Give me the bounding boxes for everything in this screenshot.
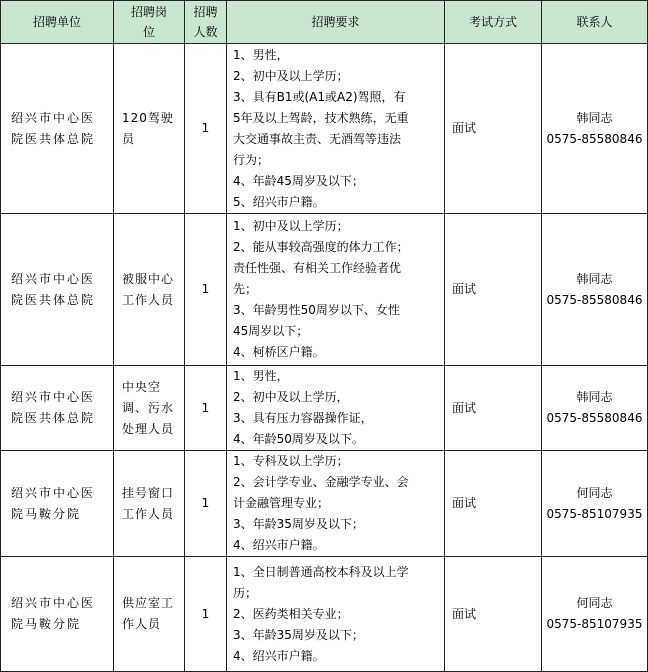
cell-count: 1 bbox=[185, 214, 227, 366]
requirement-line: 2、能从事较高强度的体力工作； bbox=[233, 240, 409, 254]
table-row bbox=[1, 451, 648, 557]
cell-position: 120驾驶员 bbox=[114, 44, 185, 214]
header-position: 招聘岗位 bbox=[114, 1, 185, 44]
cell-exam: 面试 bbox=[445, 366, 542, 451]
requirement-line: 3、具有压力容器操作证， bbox=[233, 411, 373, 425]
cell-requirements bbox=[227, 44, 445, 214]
contact-name: 何同志 bbox=[576, 596, 613, 610]
header-count: 招聘人数 bbox=[185, 1, 227, 44]
requirement-line: 先； bbox=[233, 282, 258, 296]
header-contact: 联系人 bbox=[542, 1, 648, 44]
requirement-line: 4、绍兴市户籍。 bbox=[233, 648, 325, 663]
requirement-line: 4、柯桥区户籍。 bbox=[233, 345, 325, 359]
requirement-line: 3、年龄男性50周岁以下、女性 bbox=[233, 303, 400, 317]
cell-contact bbox=[542, 214, 648, 366]
cell-position: 中央空调、污水处理人员 bbox=[114, 366, 185, 451]
requirement-line: 2、会计学专业、金融学专业、会 bbox=[233, 475, 409, 489]
requirement-line: 大交通事故主责、无酒驾等违法 bbox=[233, 131, 402, 146]
contact-phone: 0575-85580846 bbox=[546, 131, 643, 146]
cell-exam: 面试 bbox=[445, 44, 542, 214]
cell-count: 1 bbox=[185, 44, 227, 214]
table-row bbox=[1, 214, 648, 366]
contact-phone: 0575-85580846 bbox=[546, 411, 643, 425]
requirement-line: 1、专科及以上学历； bbox=[233, 454, 349, 468]
cell-contact bbox=[542, 557, 648, 672]
requirement-line: 历； bbox=[233, 585, 258, 600]
cell-position: 被服中心工作人员 bbox=[114, 214, 185, 366]
contact-name: 何同志 bbox=[576, 485, 613, 500]
header-unit: 招聘单位 bbox=[1, 1, 114, 44]
cell-exam: 面试 bbox=[445, 214, 542, 366]
requirement-line: 5年及以上驾龄，技术熟练，无重 bbox=[233, 110, 409, 125]
cell-contact bbox=[542, 451, 648, 557]
header-exam: 考试方式 bbox=[445, 1, 542, 44]
cell-position: 挂号窗口工作人员 bbox=[114, 451, 185, 557]
cell-count: 1 bbox=[185, 366, 227, 451]
contact-phone: 0575-85107935 bbox=[546, 506, 643, 521]
cell-requirements bbox=[227, 451, 445, 557]
requirement-line: 3、年龄35周岁及以下； bbox=[233, 627, 364, 642]
requirement-line: 45周岁以下； bbox=[233, 324, 309, 338]
cell-requirements bbox=[227, 366, 445, 451]
requirement-line: 2、初中及以上学历； bbox=[233, 68, 349, 83]
contact-phone: 0575-85107935 bbox=[546, 617, 643, 631]
contact-name: 韩同志 bbox=[576, 390, 613, 404]
requirement-line: 计金融管理专业； bbox=[233, 496, 330, 510]
cell-unit: 绍兴市中心医院医共体总院 bbox=[1, 214, 114, 366]
requirement-line: 4、年龄45周岁及以下； bbox=[233, 173, 364, 188]
table-row bbox=[1, 44, 648, 214]
cell-unit: 绍兴市中心医院马鞍分院 bbox=[1, 557, 114, 672]
contact-name: 韩同志 bbox=[576, 110, 613, 125]
cell-contact bbox=[542, 366, 648, 451]
requirement-line: 4、绍兴市户籍。 bbox=[233, 538, 325, 552]
table-row bbox=[1, 557, 648, 672]
requirement-line: 责任性强、有相关工作经验者优 bbox=[233, 261, 402, 275]
cell-unit: 绍兴市中心医院医共体总院 bbox=[1, 44, 114, 214]
requirement-line: 3、年龄35周岁及以下； bbox=[233, 517, 364, 531]
cell-count: 1 bbox=[185, 557, 227, 672]
contact-phone: 0575-85580846 bbox=[546, 292, 643, 307]
requirement-line: 1、男性， bbox=[233, 47, 289, 62]
cell-exam: 面试 bbox=[445, 557, 542, 672]
cell-contact bbox=[542, 44, 648, 214]
requirement-line: 1、初中及以上学历； bbox=[233, 219, 349, 233]
requirement-line: 1、全日制普通高校本科及以上学 bbox=[233, 564, 409, 579]
header-requirements: 招聘要求 bbox=[227, 1, 445, 44]
contact-name: 韩同志 bbox=[576, 271, 613, 286]
cell-position: 供应室工作人员 bbox=[114, 557, 185, 672]
cell-count: 1 bbox=[185, 451, 227, 557]
requirement-line: 3、具有B1或(A1或A2)驾照，有 bbox=[233, 89, 406, 104]
cell-unit: 绍兴市中心医院马鞍分院 bbox=[1, 451, 114, 557]
requirement-line: 1、男性， bbox=[233, 369, 289, 383]
requirement-line: 2、医药类相关专业； bbox=[233, 606, 349, 621]
requirement-line: 行为； bbox=[233, 152, 270, 167]
cell-requirements bbox=[227, 557, 445, 672]
cell-unit: 绍兴市中心医院医共体总院 bbox=[1, 366, 114, 451]
header-row bbox=[1, 1, 648, 44]
requirement-line: 5、绍兴市户籍。 bbox=[233, 194, 325, 209]
cell-exam: 面试 bbox=[445, 451, 542, 557]
cell-requirements bbox=[227, 214, 445, 366]
requirement-line: 4、年龄50周岁及以下。 bbox=[233, 432, 364, 446]
table-row bbox=[1, 366, 648, 451]
requirement-line: 2、初中及以上学历， bbox=[233, 390, 349, 404]
